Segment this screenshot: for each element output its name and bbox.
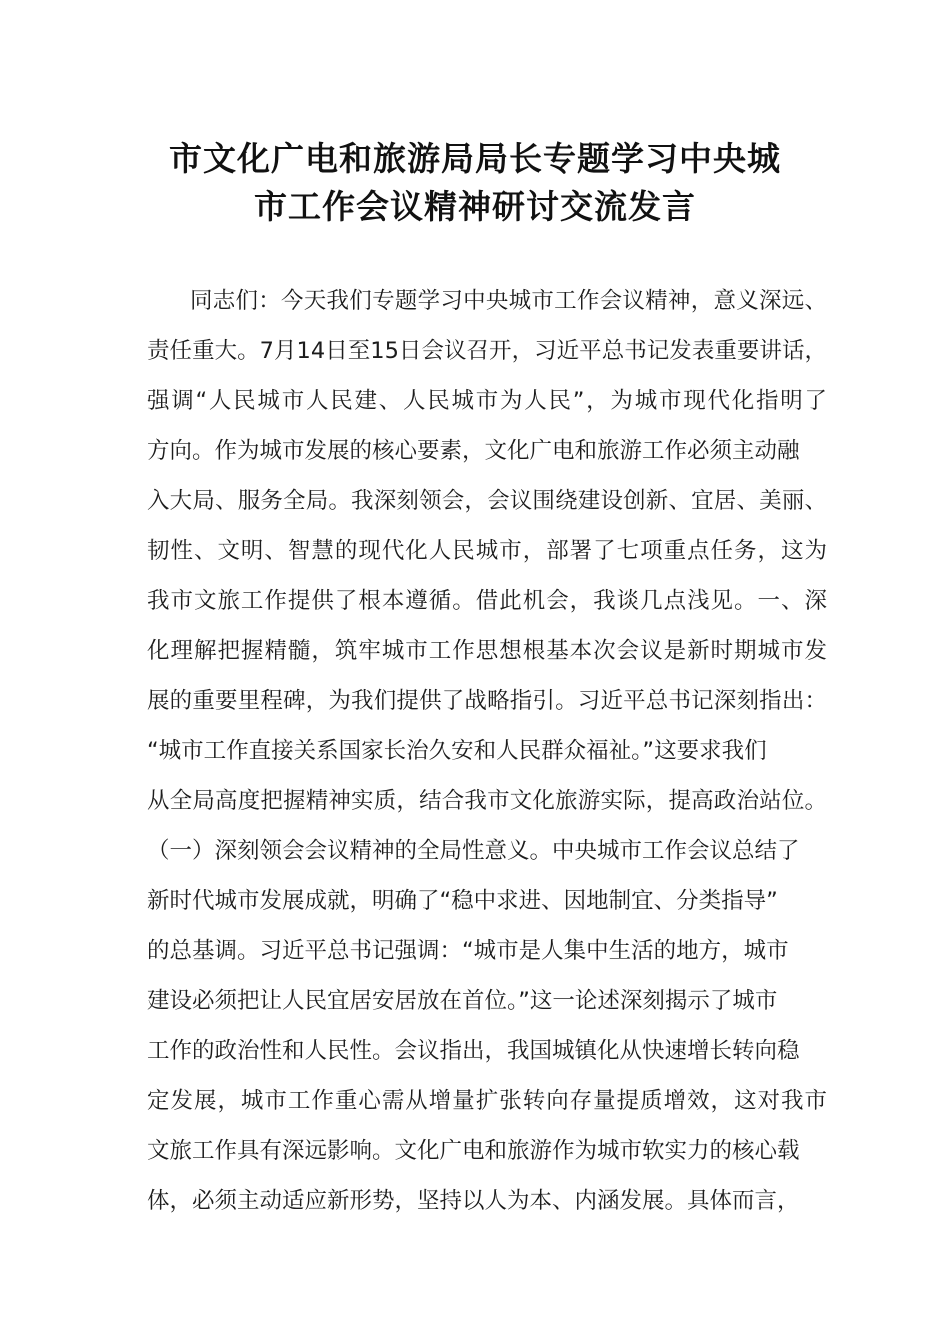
body-text-line: “城市工作直接关系国家长治久安和人民群众福祉。”这要求我们 [147,738,767,764]
body-text-line: 我市文旅工作提供了根本遵循。借此机会，我谈几点浅见。一、深 [147,588,827,614]
body-text-line: （一）深刻领会会议精神的全局性意义。中央城市工作会议总结了 [147,838,800,864]
body-text-line: 文旅工作具有深远影响。文化广电和旅游作为城市软实力的核心载 [147,1138,800,1164]
document-title-line-1: 市文化广电和旅游局局长专题学习中央城 [169,139,781,178]
body-text-line: 化理解把握精髓，筑牢城市工作思想根基本次会议是新时期城市发 [147,638,827,664]
body-text-line: 入大局、服务全局。我深刻领会，会议围绕建设创新、宜居、美丽、 [147,488,827,514]
body-text-line: 从全局高度把握精神实质，结合我市文化旅游实际，提高政治站位。 [147,788,827,814]
document-title-line-2: 市工作会议精神研讨交流发言 [254,187,696,226]
body-text-line: 定发展，城市工作重心需从增量扩张转向存量提质增效，这对我市 [147,1088,827,1114]
body-text-line: 同志们：今天我们专题学习中央城市工作会议精神，意义深远、 [190,288,827,314]
body-text-line: 展的重要里程碑，为我们提供了战略指引。习近平总书记深刻指出： [147,688,827,714]
body-text-line: 新时代城市发展成就，明确了“稳中求进、因地制宜、分类指导” [147,888,778,914]
body-text-line: 的总基调。习近平总书记强调：“城市是人集中生活的地方，城市 [147,938,789,964]
body-text-line: 方向。作为城市发展的核心要素，文化广电和旅游工作必须主动融 [147,438,800,464]
body-text-line: 责任重大。7月14日至15日会议召开，习近平总书记发表重要讲话， [147,338,827,364]
body-text-line: 强调“人民城市人民建、人民城市为人民”，为城市现代化指明了 [147,388,827,414]
body-text-line: 韧性、文明、智慧的现代化人民城市，部署了七项重点任务，这为 [147,538,827,564]
body-text-line: 体，必须主动适应新形势，坚持以人为本、内涵发展。具体而言， [147,1188,800,1214]
body-text-line: 建设必须把让人民宜居安居放在首位。”这一论述深刻揭示了城市 [147,988,778,1014]
body-text-line: 工作的政治性和人民性。会议指出，我国城镇化从快速增长转向稳 [147,1038,800,1064]
